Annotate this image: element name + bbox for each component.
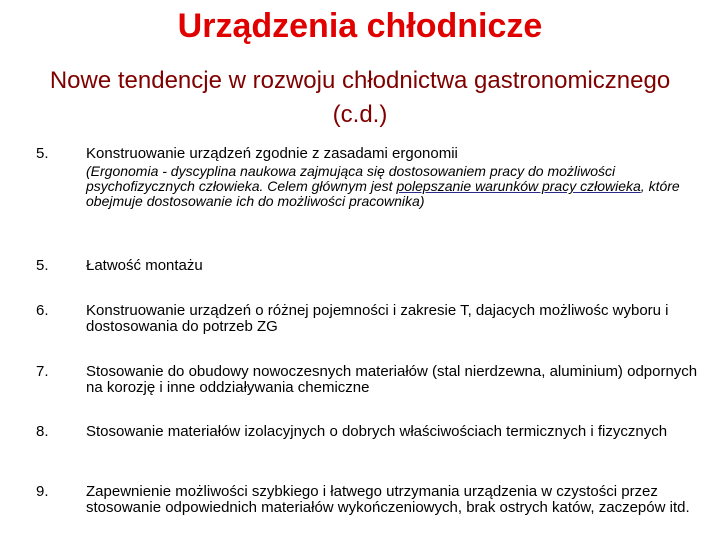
item-number: 5.	[36, 257, 49, 274]
item-text: Łatwość montażu	[86, 257, 203, 274]
note-text-end: , które obejmuje dostosowanie ich do możliwości pracownika)	[86, 178, 680, 209]
item-text: Konstruowanie urządzeń o różnej pojemności i zakresie T, dajacych możliwośc wyboru i dostosowania do potrzeb ZG	[86, 302, 669, 335]
note-text-start: (Ergonomia - dyscyplina naukowa zajmująca się dostosowaniem pracy do możliwości psychofizycznych człowieka. Celem głównym jest	[86, 163, 616, 194]
item-text: Stosowanie materiałów izolacyjnych o dobrych właściwościach termicznych i fizycznych	[86, 423, 668, 440]
item-text: Konstruowanie urządzeń zgodnie z zasadami ergonomii	[86, 145, 458, 162]
item-text-block	[86, 146, 700, 209]
note-underlined-text: polepszanie warunków pracy człowieka	[396, 178, 641, 194]
item-number: 9.	[36, 483, 49, 500]
item-text: Zapewnienie możliwości szybkiego i łatwego utrzymania urządzenia w czystości przez stosowanie odpowiednich materiałów wykończeniowych, brak ostrych katów, zaczepów itd.	[86, 483, 690, 516]
slide-title: Urządzenia chłodnicze	[177, 7, 543, 45]
item-number: 7.	[36, 363, 49, 380]
item-number: 8.	[36, 423, 49, 440]
item-number: 5.	[36, 145, 49, 162]
item-number: 6.	[36, 302, 49, 319]
slide-subtitle: Nowe tendencje w rozwoju chłodnictwa gastronomicznego (c.d.)	[49, 67, 671, 128]
item-text: Stosowanie do obudowy nowoczesnych materiałów (stal nierdzewna, aluminium) odpornych na korozję i inne oddziaływania chemiczne	[86, 363, 698, 396]
item-note	[86, 164, 700, 209]
